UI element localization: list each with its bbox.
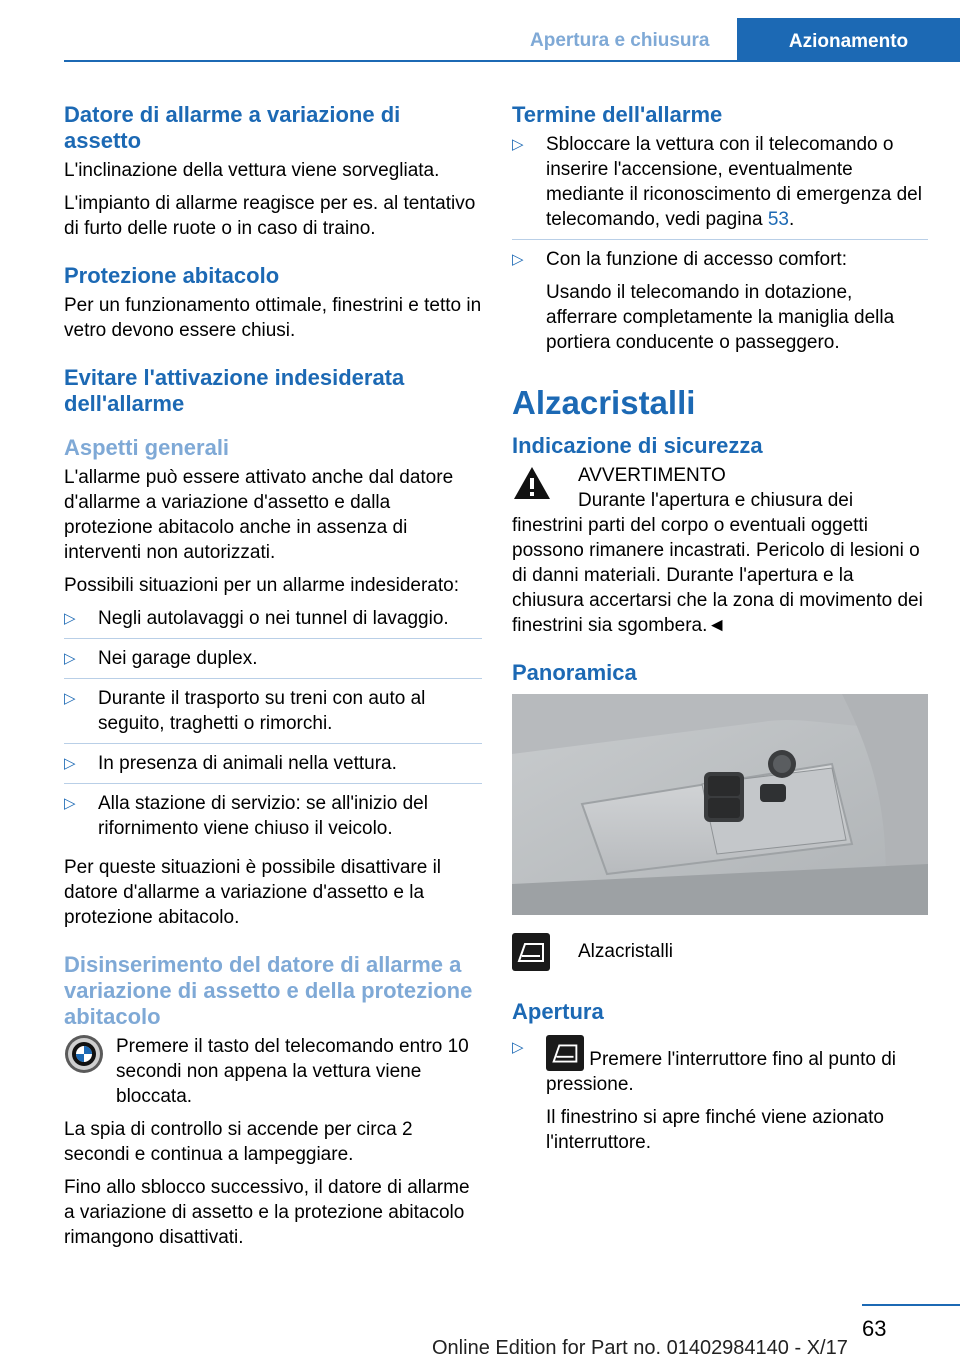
key-fob-bmw-icon [64, 1034, 104, 1074]
warning-title: AVVERTIMENTO [578, 465, 726, 486]
triangle-bullet-icon: ▷ [64, 610, 76, 627]
door-panel-photo [512, 694, 928, 915]
heading-apertura: Apertura [512, 999, 604, 1024]
left-column [64, 102, 482, 1258]
window-lifter-icon [546, 1035, 584, 1071]
page-number: 63 [862, 1316, 887, 1341]
para-datore-2: L'impianto di allarme reagisce per es. al tentativo di furto delle ruote o in caso di traino. [64, 193, 476, 239]
triangle-bullet-icon: ▷ [64, 795, 76, 812]
list-item: ▷ Premere l'interruttore fino al punto di pressione. Il finestrino si apre finché viene azionato l'interruttore. [512, 1035, 928, 1162]
heading-sicurezza: Indicazione di sicurezza [512, 433, 763, 458]
heading-aspetti: Aspetti generali [64, 435, 230, 460]
list-item: ▷ Negli autolavaggi o nei tunnel di lavaggio. [64, 606, 482, 639]
list-item: ▷ Con la funzione di accesso comfort: Usando il telecomando in dotazione, afferrare completamente la maniglia della portiera conducente o passeggero. [512, 249, 895, 353]
apertura-list [512, 1035, 928, 1162]
heading-termine: Termine dell'allarme [512, 102, 723, 127]
footer-rule [862, 1304, 960, 1306]
heading-evitare: Evitare l'attivazione indesiderata dell'allarme [64, 365, 405, 416]
para-aspetti-1: L'allarme può essere attivato anche dal datore d'allarme a variazione d'assetto e dalla protezione abitacolo anche in assenza di interventi non autorizzati. [64, 467, 454, 563]
triangle-bullet-icon: ▷ [512, 251, 524, 268]
para-datore-1: L'inclinazione della vettura viene sorvegliata. [64, 160, 440, 181]
para-disins-3: Fino allo sblocco successivo, il datore di allarme a variazione di assetto e la protezione abitacolo rimangono disattivati. [64, 1177, 470, 1248]
para-aspetti-3: Per queste situazioni è possibile disattivare il datore d'allarme a variazione d'assetto e la protezione abitacolo. [64, 857, 442, 928]
footer-edition: Online Edition for Part no. 01402984140 - X/17 [432, 1337, 848, 1359]
list-item: ▷ Alla stazione di servizio: se all'inizio del rifornimento viene chiuso il veicolo. [64, 793, 428, 839]
list-item: ▷ Durante il trasporto su treni con auto al seguito, traghetti o rimorchi. [64, 686, 482, 744]
list-item: ▷ Sbloccare la vettura con il telecomando o inserire l'accensione, eventualmente mediante il riconoscimento di emergenza del telecomando, vedi pagina 53. [512, 132, 928, 240]
page-link[interactable]: 53 [767, 209, 789, 230]
list-item: ▷ In presenza di animali nella vettura. [64, 751, 482, 784]
warning-text: Durante l'apertura e chiusura dei finestrini parti del corpo o eventuali oggetti possono rimanere incastrati. Pericolo di lesioni o di danni materiali. Durante l'apertura e la chiusura accertarsi che la zona di movimento dei finestrini sia sgombera.◄ [512, 490, 923, 636]
heading-protezione: Protezione abitacolo [64, 263, 280, 288]
triangle-bullet-icon: ▷ [64, 755, 76, 772]
warning-block [512, 463, 928, 488]
heading-datore: Datore di allarme a variazione di assetto [64, 102, 401, 153]
warning-triangle-icon [512, 465, 552, 501]
key-instruction: Premere il tasto del telecomando entro 10 secondi non appena la vettura viene bloccata. [64, 1034, 482, 1109]
header-section-tab[interactable]: Apertura e chiusura [530, 30, 710, 51]
icon-legend-row [512, 933, 928, 977]
right-column [512, 102, 928, 1169]
termine-list [512, 132, 928, 362]
triangle-bullet-icon: ▷ [64, 650, 76, 667]
para-protezione: Per un funzionamento ottimale, finestrini e tetto in vetro devono essere chiusi. [64, 295, 482, 341]
triangle-bullet-icon: ▷ [512, 136, 524, 153]
icon-legend-label: Alzacristalli [578, 941, 674, 962]
para-disins-2: La spia di controllo si accende per circa 2 secondi e continua a lampeggiare. [64, 1119, 413, 1165]
header-chapter-tab[interactable]: Azionamento [737, 18, 960, 62]
triangle-bullet-icon: ▷ [512, 1039, 524, 1056]
heading-disinserimento: Disinserimento del datore di allarme a variazione di assetto e della protezione abitacolo [64, 952, 473, 1029]
heading-panoramica: Panoramica [512, 660, 637, 685]
triangle-bullet-icon: ▷ [64, 690, 76, 707]
window-lifter-icon [512, 933, 550, 971]
para-aspetti-2: Possibili situazioni per un allarme indesiderato: [64, 575, 459, 596]
heading-alzacristalli: Alzacristalli [512, 384, 696, 421]
list-item: ▷ Nei garage duplex. [64, 646, 482, 679]
situations-list [64, 606, 482, 848]
